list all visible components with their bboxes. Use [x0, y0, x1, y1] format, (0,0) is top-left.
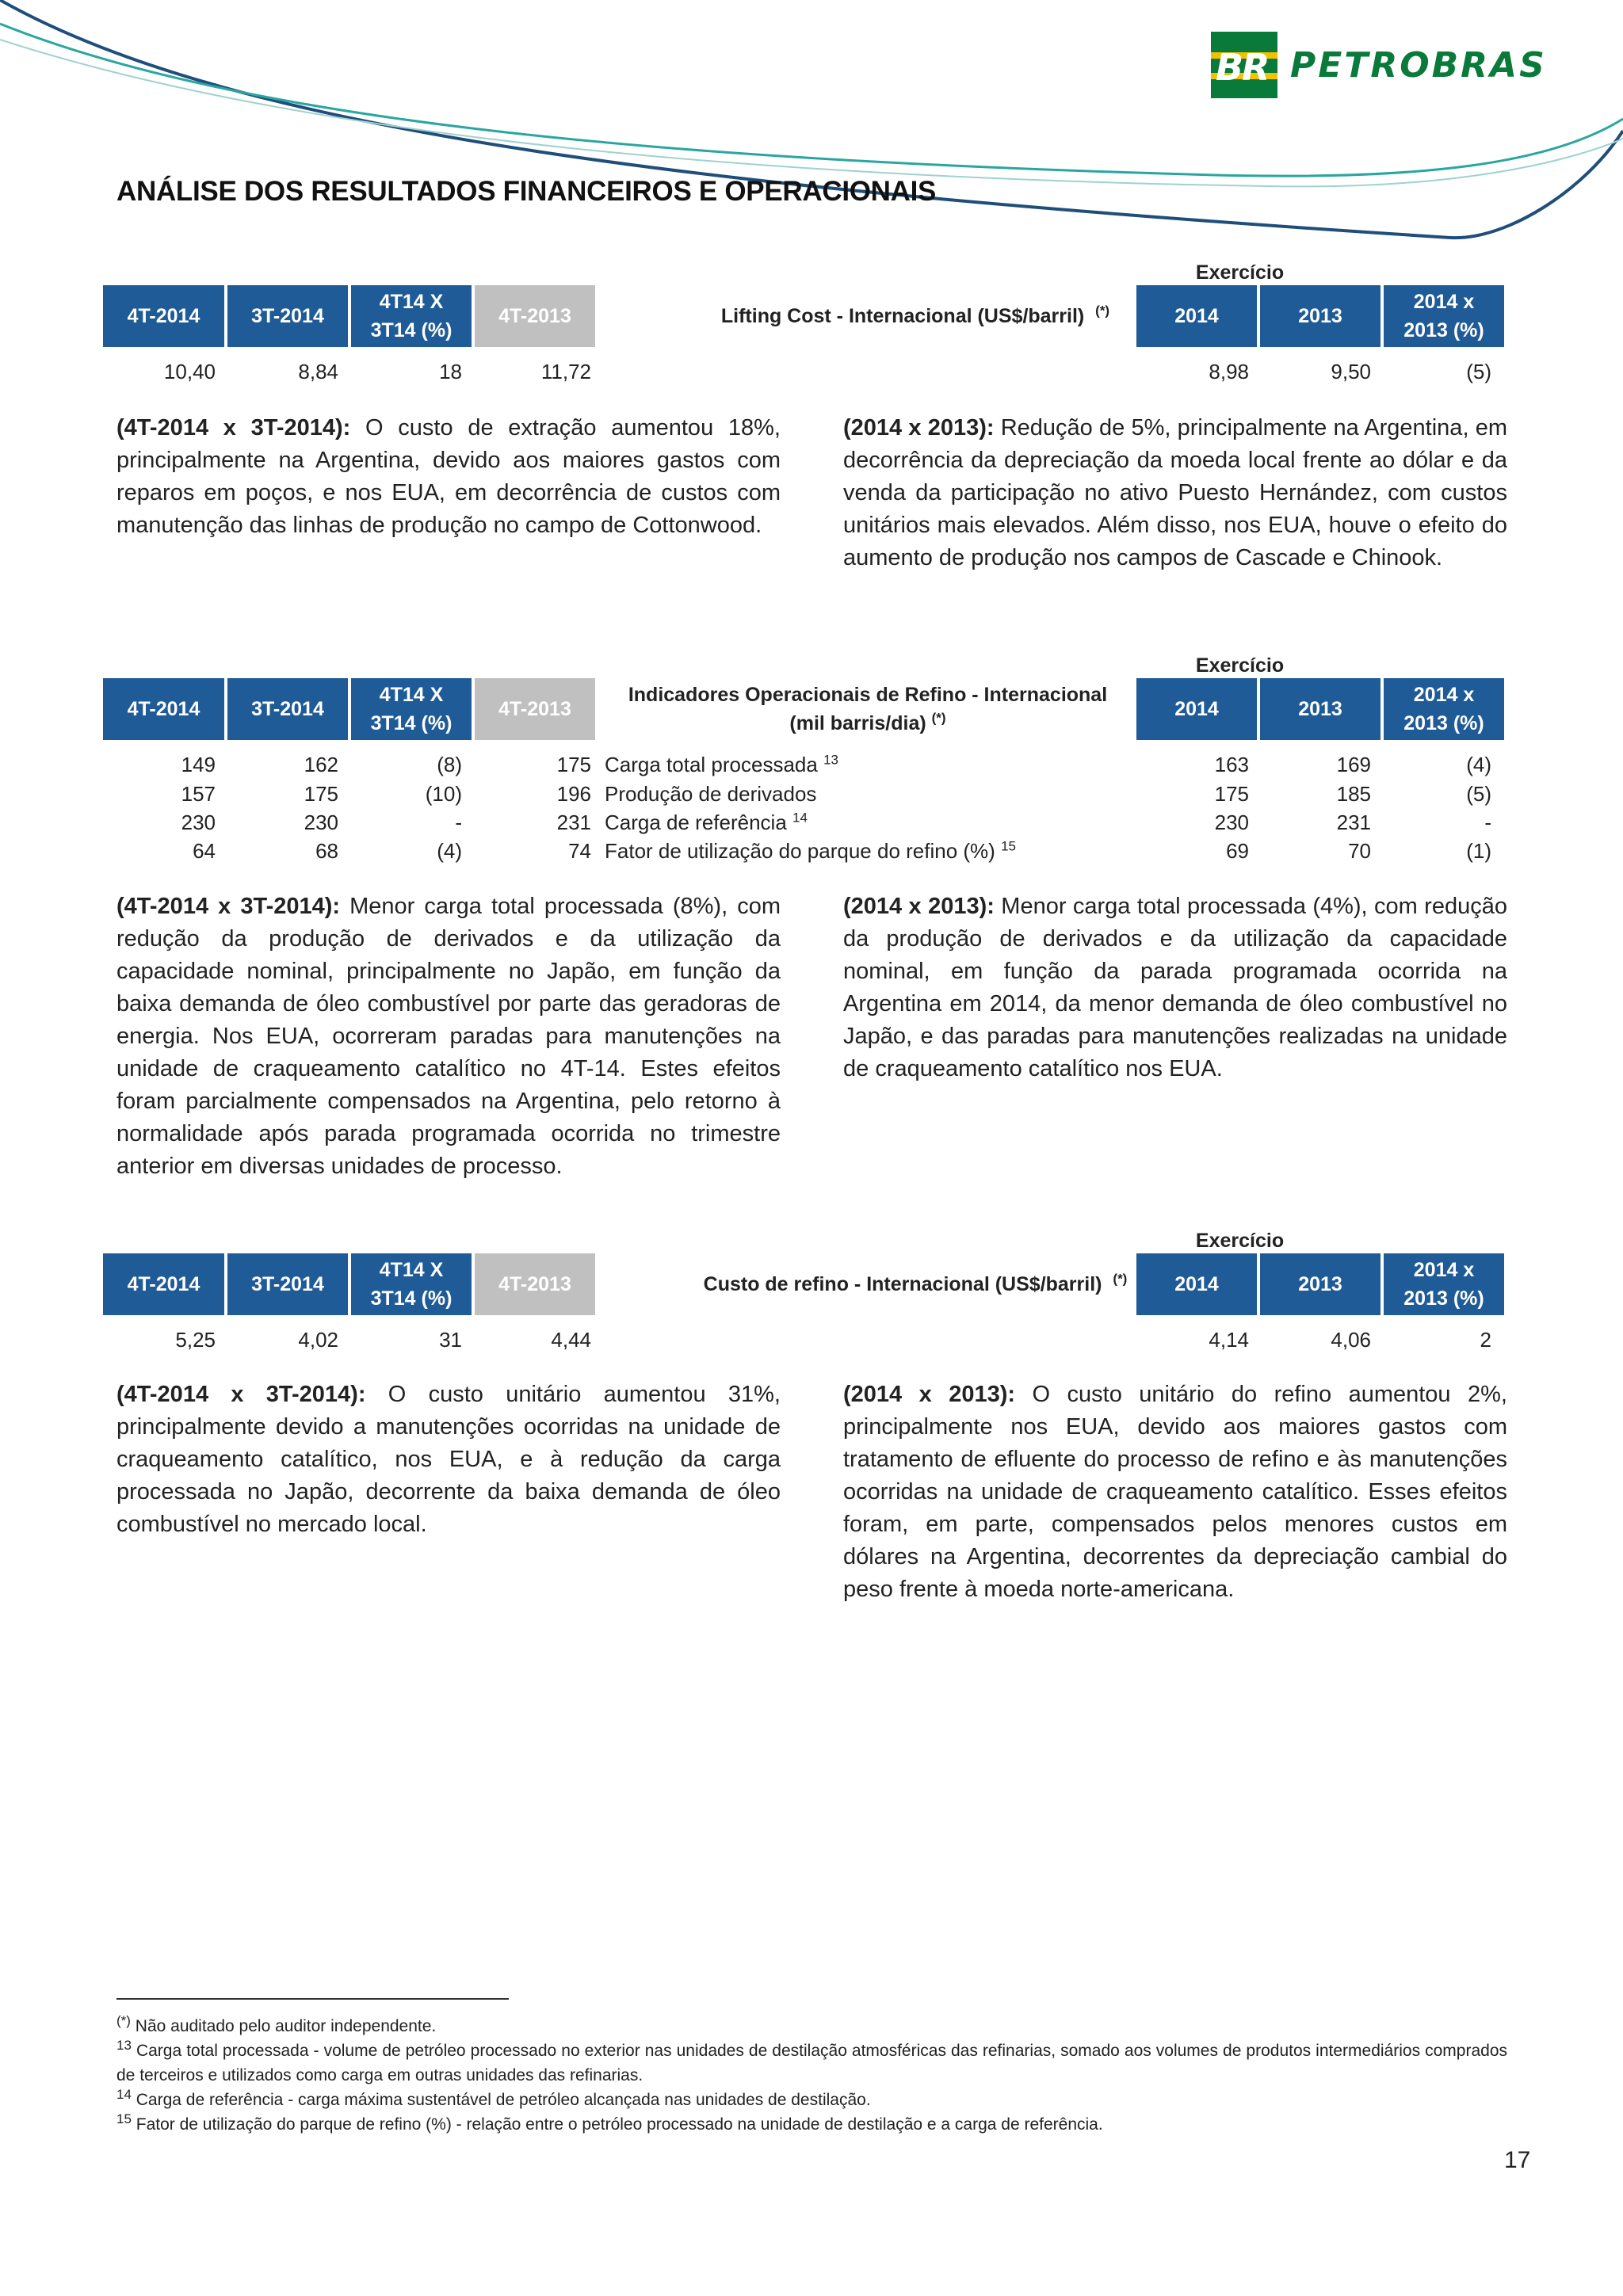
- col-header-4t2013: 4T-2013: [475, 678, 595, 740]
- col-header-var-year: [1384, 1253, 1504, 1315]
- table-title-line2: (mil barris/dia): [789, 712, 926, 734]
- col-header-var-quarter: [351, 678, 472, 740]
- row-label: [605, 839, 1016, 864]
- col-header-var-year-line2: 2013 (%): [1403, 712, 1484, 734]
- footnotes: [116, 2014, 1507, 2137]
- col-header-4t2013: 4T-2013: [475, 285, 595, 347]
- cell-4t2013: 11,72: [540, 360, 591, 383]
- paragraph-refino-quarter: [116, 891, 781, 1183]
- cell-3t2014: 230: [304, 810, 338, 834]
- col-header-var-year-line2: 2013 (%): [1403, 1287, 1484, 1310]
- table-title-refino-cost: [606, 1253, 1224, 1315]
- table-row: [103, 810, 1506, 839]
- br-logo-letters: BR: [1216, 46, 1269, 89]
- cell-var-quarter: 18: [439, 360, 462, 383]
- row-label: [605, 810, 808, 835]
- refino-cost-section: [103, 1222, 1506, 1634]
- col-header-var-quarter-line1: 4T14 X: [379, 291, 444, 313]
- col-header-var-year-line1: 2014 x: [1413, 1259, 1475, 1281]
- page-title: ANÁLISE DOS RESULTADOS FINANCEIROS E OPERACIONAIS: [116, 176, 937, 207]
- footnote: [116, 2112, 1507, 2137]
- cell-2014: 163: [1214, 753, 1249, 776]
- footnote-mark: 13: [116, 2038, 132, 2053]
- col-header-var-year-line1: 2014 x: [1413, 291, 1475, 313]
- col-header-var-quarter-line2: 3T14 (%): [370, 712, 453, 734]
- cell-4t2013: 196: [556, 782, 591, 806]
- table-title-line1: Indicadores Operacionais de Refino - Internacional: [628, 684, 1108, 706]
- paragraph-lifting-year: [843, 412, 1507, 574]
- cell-4t2013: 175: [556, 753, 591, 776]
- cell-var-year: (4): [1466, 753, 1491, 776]
- cell-4t2014: 149: [181, 753, 216, 776]
- col-header-3t2014: 3T-2014: [227, 1253, 348, 1315]
- footnote-text: Não auditado pelo auditor independente.: [130, 2017, 437, 2035]
- row-label-text: Carga de referência: [605, 810, 787, 834]
- col-header-var-quarter-line1: 4T14 X: [379, 1259, 444, 1281]
- col-header-2013: 2013: [1260, 1253, 1381, 1315]
- col-header-var-year: [1384, 285, 1504, 347]
- table-title-refino-indicators: [602, 678, 1133, 740]
- col-header-2014: 2014: [1136, 285, 1257, 347]
- petrobras-logo: [1211, 32, 1547, 98]
- footnote-divider: [116, 1998, 509, 2000]
- page-number: 17: [1504, 2147, 1531, 2173]
- cell-4t2013: 74: [568, 839, 591, 863]
- footnote-text: Carga total processada - volume de petróleo processado no exterior nas unidades de destilação atmosféricas das refinarias, somado aos volumes de produtos intermediários comprados de terceiros e utilizados como carga em outras unidades das refinarias.: [116, 2042, 1507, 2084]
- footnote-mark: 15: [116, 2111, 132, 2126]
- col-header-var-year: [1384, 678, 1504, 740]
- row-label-note: 15: [1001, 838, 1016, 854]
- row-label-note: 14: [792, 810, 808, 826]
- paragraph-text: O custo unitário aumentou 31%, principalmente devido a manutenções ocorridas na unidade de craqueamento catalítico, nos EUA, e à redução da carga processada no Japão, decorrente da baixa demanda de óleo combustível no mercado local.: [116, 1382, 781, 1537]
- footnote-mark: 14: [116, 2087, 132, 2102]
- cell-var-year: (1): [1466, 839, 1491, 863]
- row-label-text: Produção de derivados: [605, 782, 817, 806]
- row-label-text: Carga total processada: [605, 753, 818, 776]
- paragraph-label: (4T-2014 x 3T-2014):: [116, 415, 351, 441]
- paragraph-text: Menor carga total processada (4%), com redução da produção de derivados e da utilização da capacidade nominal, em função da parada programada ocorrida na Argentina em 2014, da menor demanda de óleo combustível no Japão, e das paradas para manutenções realizadas na unidade de craqueamento catalítico nos EUA.: [843, 894, 1507, 1081]
- cell-3t2014: 162: [304, 753, 338, 776]
- col-header-var-quarter: [351, 1253, 472, 1315]
- cell-3t2014: 4,02: [298, 1328, 338, 1352]
- footnote: [116, 2014, 1507, 2039]
- cell-4t2013: 4,44: [551, 1328, 591, 1352]
- cell-var-quarter: (4): [437, 839, 462, 863]
- cell-4t2014: 157: [181, 782, 216, 806]
- cell-var-year: -: [1484, 810, 1491, 834]
- paragraph-text: Redução de 5%, principalmente na Argentina, em decorrência da depreciação da moeda local frente ao dólar e da venda da participação no ativo Puesto Hernández, com custos unitários mais elevados. Além disso, nos EUA, houve o efeito do aumento de produção nos campos de Cascade e Chinook.: [843, 415, 1507, 570]
- exercicio-label: Exercício: [1195, 1230, 1285, 1252]
- col-header-4t2014: 4T-2014: [103, 1253, 224, 1315]
- paragraph-label: (2014 x 2013):: [843, 894, 995, 919]
- table-row: [103, 753, 1506, 781]
- paragraph-text: O custo unitário do refino aumentou 2%, principalmente nos EUA, devido aos maiores gastos com tratamento de efluente do processo de refino e às manutenções ocorridas na unidade de craqueamento catalítico. Esses efeitos foram, em parte, compensados pelos menores custos em dólares na Argentina, decorrentes da depreciação cambial do peso frente à moeda norte-americana.: [843, 1382, 1507, 1602]
- paragraph-label: (4T-2014 x 3T-2014):: [116, 894, 341, 919]
- table-row: [103, 782, 1506, 810]
- table-title-lifting-cost: [606, 285, 1224, 347]
- table-row: [103, 1328, 1506, 1356]
- col-header-4t2013: 4T-2013: [475, 1253, 595, 1315]
- col-header-2013: 2013: [1260, 285, 1381, 347]
- paragraph-refino-year: [843, 891, 1507, 1085]
- col-header-4t2014: 4T-2014: [103, 285, 224, 347]
- col-header-2014: 2014: [1136, 678, 1257, 740]
- cell-4t2013: 231: [556, 810, 591, 834]
- cell-2014: 69: [1226, 839, 1249, 863]
- cell-2013: 169: [1336, 753, 1371, 776]
- cell-3t2014: 68: [315, 839, 338, 863]
- cell-4t2014: 230: [181, 810, 216, 834]
- col-header-var-year-line1: 2014 x: [1413, 684, 1475, 706]
- exercicio-label: Exercício: [1195, 261, 1285, 284]
- cell-3t2014: 175: [304, 782, 338, 806]
- table-title-note: (*): [1095, 303, 1110, 318]
- paragraph-label: (2014 x 2013):: [843, 1382, 1016, 1407]
- table-title-text: Custo de refino - Internacional (US$/barril): [703, 1273, 1102, 1295]
- paragraph-label: (2014 x 2013):: [843, 415, 995, 441]
- footnote: [116, 2039, 1507, 2088]
- cell-4t2014: 10,40: [163, 360, 216, 383]
- cell-2014: 4,14: [1209, 1328, 1249, 1352]
- table-row: [103, 360, 1506, 388]
- lifting-cost-section: [103, 254, 1506, 618]
- br-logo-mark: [1211, 32, 1277, 98]
- col-header-var-quarter-line2: 3T14 (%): [370, 1287, 453, 1310]
- cell-var-quarter: (10): [425, 782, 462, 806]
- footnote-mark: (*): [116, 2013, 131, 2028]
- cell-2013: 70: [1348, 839, 1371, 863]
- table-title-note: (*): [1113, 1271, 1128, 1287]
- col-header-var-quarter-line2: 3T14 (%): [370, 319, 453, 341]
- cell-2014: 230: [1214, 810, 1249, 834]
- cell-var-quarter: -: [455, 810, 462, 834]
- cell-4t2014: 5,25: [175, 1328, 216, 1352]
- table-title-note: (*): [931, 710, 946, 726]
- paragraph-custo-quarter: [116, 1379, 781, 1541]
- cell-2013: 231: [1336, 810, 1371, 834]
- cell-var-year: (5): [1466, 360, 1491, 383]
- cell-2014: 175: [1214, 782, 1249, 806]
- col-header-3t2014: 3T-2014: [227, 285, 348, 347]
- cell-2014: 8,98: [1209, 360, 1249, 383]
- footnote: [116, 2088, 1507, 2112]
- col-header-var-year-line2: 2013 (%): [1403, 319, 1484, 341]
- table-title-text: Lifting Cost - Internacional (US$/barril): [720, 305, 1085, 327]
- cell-2013: 4,06: [1331, 1328, 1371, 1352]
- col-header-var-quarter: [351, 285, 472, 347]
- table-row: [103, 839, 1506, 868]
- cell-var-quarter: (8): [437, 753, 462, 776]
- footnote-text: Carga de referência - carga máxima sustentável de petróleo alcançada nas unidades de destilação.: [131, 2091, 871, 2109]
- row-label-text: Fator de utilização do parque do refino (%): [605, 839, 995, 863]
- cell-4t2014: 64: [193, 839, 216, 863]
- col-header-var-quarter-line1: 4T14 X: [379, 684, 444, 706]
- row-label: [605, 782, 816, 807]
- paragraph-label: (4T-2014 x 3T-2014):: [116, 1382, 366, 1407]
- row-label-note: 13: [823, 752, 838, 768]
- col-header-4t2014: 4T-2014: [103, 678, 224, 740]
- paragraph-custo-year: [843, 1379, 1507, 1606]
- cell-2013: 185: [1336, 782, 1371, 806]
- col-header-2014: 2014: [1136, 1253, 1257, 1315]
- footnote-text: Fator de utilização do parque de refino (%) - relação entre o petróleo processado na unidade de destilação e a carga de referência.: [131, 2115, 1103, 2134]
- cell-2013: 9,50: [1331, 360, 1371, 383]
- paragraph-text: Menor carga total processada (8%), com redução da produção de derivados e da utilização da capacidade nominal, principalmente no Japão, em função da baixa demanda de óleo combustível por parte das geradoras de energia. Nos EUA, ocorreram paradas para manutenções na unidade de craqueamento catalítico no 4T-14. Estes efeitos foram parcialmente compensados na Argentina, pelo retorno à normalidade após parada programada ocorrida no trimestre anterior em diversas unidades de processo.: [116, 894, 781, 1179]
- refino-indicators-section: [103, 646, 1506, 1201]
- cell-var-quarter: 31: [439, 1328, 462, 1352]
- row-label: [605, 753, 838, 777]
- cell-var-year: (5): [1466, 782, 1491, 806]
- brand-name: PETROBRAS: [1290, 44, 1547, 86]
- paragraph-text: O custo de extração aumentou 18%, principalmente na Argentina, devido aos maiores gastos com reparos em poços, e nos EUA, em decorrência de custos com manutenção das linhas de produção no campo de Cottonwood.: [116, 415, 781, 538]
- cell-var-year: 2: [1480, 1328, 1491, 1352]
- exercicio-label: Exercício: [1195, 654, 1285, 677]
- cell-3t2014: 8,84: [298, 360, 338, 383]
- col-header-3t2014: 3T-2014: [227, 678, 348, 740]
- paragraph-lifting-quarter: [116, 412, 781, 542]
- col-header-2013: 2013: [1260, 678, 1381, 740]
